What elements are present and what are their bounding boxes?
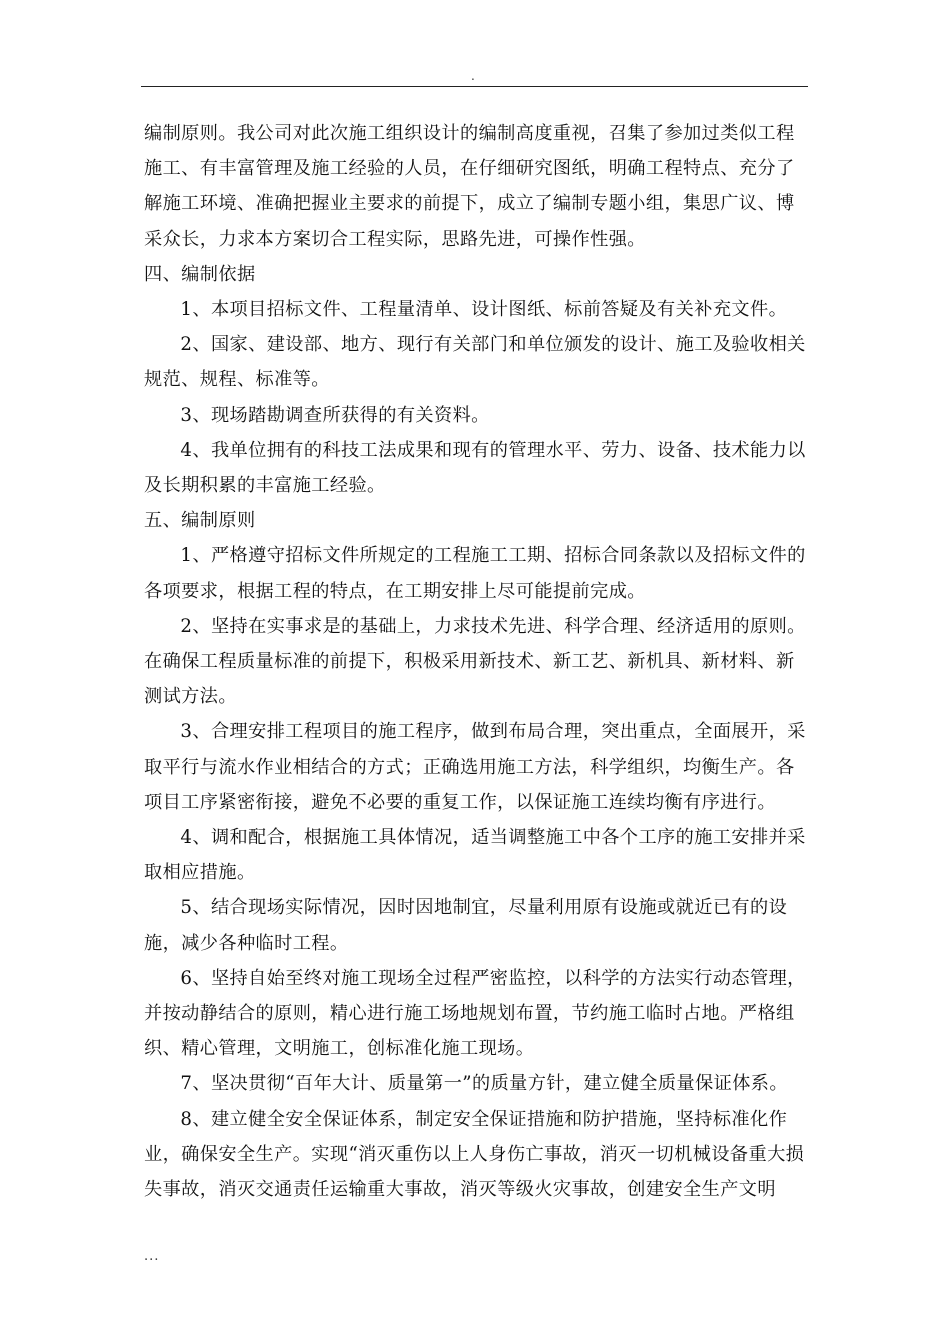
principle-item-4: 4、调和配合，根据施工具体情况，适当调整施工中各个工序的施工安排并采取相应措施。 [144,827,806,884]
principle-item-6: 6、坚持自始至终对施工现场全过程严密监控，以科学的方法实行动态管理，并按动静结合的原则，精心进行施工场地规划布置，节约施工临时占地。严格组织、精心管理，文明施工，创标准化施工现场。 [144,967,806,1060]
footer-mark: ... [144,1249,160,1264]
section-heading-principles: 五、编制原则 [144,510,256,532]
principle-item-5: 5、结合现场实际情况，因时因地制宜，尽量利用原有设施或就近已有的设施，减少各种临时工程。 [144,897,788,954]
header-rule [141,86,808,87]
principle-item-2: 2、坚持在实事求是的基础上，力求技术先进、科学合理、经济适用的原则。在确保工程质量标准的前提下，积极采用新技术、新工艺、新机具、新材料、新测试方法。 [144,615,806,708]
principle-item-3: 3、合理安排工程项目的施工程序，做到布局合理，突出重点，全面展开，采取平行与流水作业相结合的方式；正确选用施工方法，科学组织，均衡生产。各项目工序紧密衔接，避免不必要的重复工作，以保证施工连续均衡有序进行。 [144,721,806,813]
basis-item-3: 3、现场踏勘调查所获得的有关资料。 [180,404,490,426]
principle-item-1: 1、严格遵守招标文件所规定的工程施工工期、招标合同条款以及招标文件的各项要求，根据工程的特点，在工期安排上尽可能提前完成。 [144,545,806,602]
section-heading-basis: 四、编制依据 [144,263,256,285]
principle-item-8: 8、建立健全安全保证体系，制定安全保证措施和防护措施，坚持标准化作业，确保安全生产。实现“消灭重伤以上人身伤亡事故，消灭一切机械设备重大损失事故，消灭交通责任运输重大事故，消灭等级火灾事故，创建安全生产文明 [144,1108,805,1201]
principle-item-7: 7、坚决贯彻“百年大计、质量第一”的质量方针，建立健全质量保证体系。 [180,1073,788,1095]
basis-item-2: 2、国家、建设部、地方、现行有关部门和单位颁发的设计、施工及验收相关规范、规程、标准等。 [144,334,806,391]
document-body [144,116,808,1207]
header-mark: . [471,69,475,83]
basis-item-4: 4、我单位拥有的科技工法成果和现有的管理水平、劳力、设备、技术能力以及长期积累的丰富施工经验。 [144,439,806,497]
basis-item-1: 1、本项目招标文件、工程量清单、设计图纸、标前答疑及有关补充文件。 [180,299,788,321]
paragraph-intro-continuation: 编制原则。我公司对此次施工组织设计的编制高度重视，召集了参加过类似工程施工、有丰富管理及施工经验的人员，在仔细研究图纸，明确工程特点、充分了解施工环境、准确把握业主要求的前提下，成立了编制专题小组，集思广议、博采众长，力求本方案切合工程实际，思路先进，可操作性强。 [144,123,795,250]
